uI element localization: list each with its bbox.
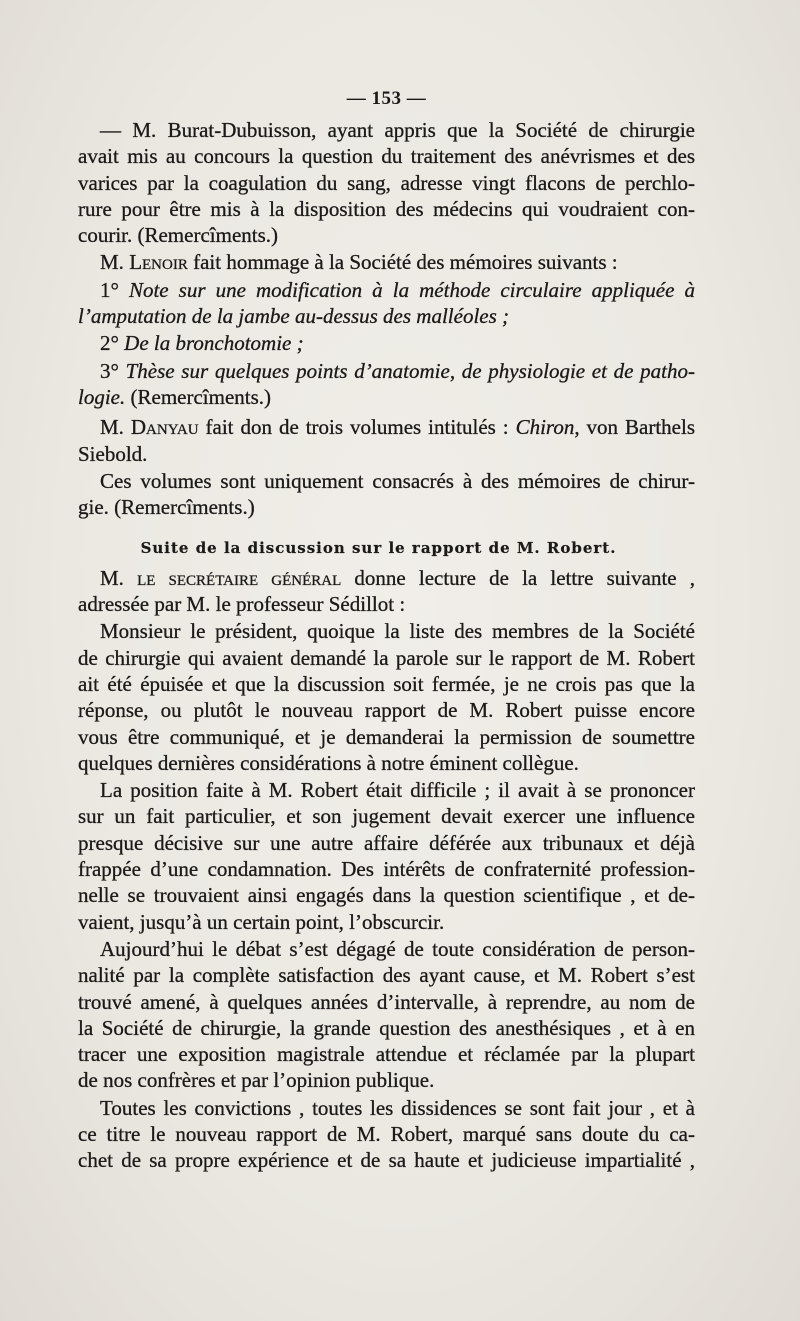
paragraph (78, 565, 695, 618)
italic-text: Chiron (515, 415, 575, 440)
text-run: trouvé amené, à quelques années d’intervalle, à reprendre, au nom de (78, 989, 695, 1014)
text-run: la Société de chirurgie, la grande question des anesthésiques , et à en (78, 1015, 695, 1040)
italic-text: Note sur une modification à la méthode circulaire appliquée à (128, 277, 695, 302)
text-run: de chirurgie qui avaient demandé la parole sur le rapport de M. Robert (78, 645, 695, 670)
text-line (78, 277, 695, 303)
text-run: M. (100, 415, 131, 440)
text-line (78, 1121, 695, 1147)
text-line (78, 441, 695, 467)
text-line (78, 882, 695, 908)
paragraph (78, 330, 695, 356)
text-run: ait été épuisée et que la discussion soit fermée, je ne crois pas que la (78, 671, 695, 696)
text-run: ce titre le nouveau rapport de M. Robert, marqué sans doute du ca- (78, 1121, 695, 1146)
text-run: , von Barthels (574, 415, 695, 440)
italic-text: De la bronchotomie ; (124, 331, 304, 356)
text-line (78, 494, 695, 520)
page-number: — 153 — (346, 88, 427, 109)
text-run: Ces volumes sont uniquement consacrés à des mémoires de chirur- (100, 468, 695, 493)
text-run: rure pour être mis à la disposition des médecins qui voudraient con- (78, 196, 695, 221)
text-run: Monsieur le président, quoique la liste des membres de la Société (100, 619, 695, 644)
text-run: frappée d’une condamnation. Des intérêts de confraternité profession- (78, 857, 695, 882)
text-run: gie. (Remercîments.) (78, 495, 255, 520)
italic-text: Thèse sur quelques points d’anatomie, de physiologie et de patho- (125, 358, 695, 383)
text-line (78, 591, 695, 617)
section-heading (78, 535, 695, 561)
text-line (78, 330, 695, 356)
text-line (78, 936, 695, 962)
text-run: nelle se trouvaient ainsi engagés dans la question scientifique , et de- (78, 883, 695, 908)
heading-line (78, 535, 695, 561)
text-line (78, 249, 695, 275)
text-line (78, 618, 695, 644)
text-run: presque décisive sur une autre affaire déférée aux tribunaux et déjà (78, 830, 695, 855)
italic-text: l’amputation de la jambe au-dessus des malléoles ; (78, 304, 510, 329)
text-run: adressée par M. le professeur Sédillot : (78, 592, 406, 617)
text-run: (Remercîments.) (125, 384, 272, 409)
paragraph (78, 777, 695, 935)
text-run: vous être communiqué, et je demanderai la permission de soumettre (78, 724, 695, 749)
text-run: M. (100, 250, 130, 275)
text-line (78, 750, 695, 776)
text-run: Toutes les convictions , toutes les dissidences se sont fait jour , et à (100, 1095, 695, 1120)
italic-text: logie. (78, 384, 126, 409)
text-run: de nos confrères et par l’opinion publique. (78, 1068, 435, 1093)
text-line (78, 830, 695, 856)
text-run: fait don de trois volumes intitulés : (198, 415, 516, 440)
paragraph (78, 277, 695, 330)
text-line (78, 1095, 695, 1121)
text-run: nalité par la complète satisfaction des ayant cause, et M. Robert s’est (78, 963, 695, 988)
text-line (78, 697, 695, 723)
text-line (78, 565, 695, 591)
text-run: La position faite à M. Robert était difficile ; il avait à se prononcer (100, 778, 695, 803)
text-body (78, 117, 695, 1174)
paragraph (78, 468, 695, 521)
text-run: quelques dernières considérations à notre éminent collègue. (78, 750, 579, 775)
text-run: tracer une exposition magistrale attendue et réclamée par la plupart (78, 1042, 695, 1067)
paragraph (78, 936, 695, 1094)
text-run: réponse, ou plutôt le nouveau rapport de M. Robert puisse encore (78, 698, 695, 723)
small-caps-name: Lenoir (129, 250, 188, 275)
text-line (78, 777, 695, 803)
text-line (78, 358, 695, 384)
text-line (78, 1015, 695, 1041)
text-line (78, 414, 695, 440)
text-line (78, 143, 695, 169)
paragraph (78, 414, 695, 467)
text-line (78, 909, 695, 935)
text-line (78, 1147, 695, 1173)
text-run: varices par la coagulation du sang, adresse vingt flacons de perchlo- (78, 170, 695, 195)
text-run: 1° (100, 277, 129, 302)
text-run: avait mis au concours la question du traitement des anévrismes et des (78, 144, 695, 169)
text-run: Aujourd’hui le débat s’est dégagé de toute considération de person- (100, 936, 695, 961)
text-run: 2° (100, 331, 125, 356)
text-run: 3° (100, 358, 126, 383)
text-line (78, 170, 695, 196)
text-line (78, 803, 695, 829)
text-line (78, 303, 695, 329)
small-caps-name: Danyau (130, 415, 199, 440)
text-line (78, 962, 695, 988)
text-line (78, 856, 695, 882)
text-line (78, 468, 695, 494)
text-line (78, 1067, 695, 1093)
text-run: vaient, jusqu’à un certain point, l’obscurcir. (78, 909, 445, 934)
text-run: M. (100, 565, 138, 590)
text-line (78, 989, 695, 1015)
text-line (78, 671, 695, 697)
text-line (78, 645, 695, 671)
text-line (78, 222, 695, 248)
text-run: chet de sa propre expérience et de sa haute et judicieuse impartialité , (78, 1148, 695, 1173)
text-line (78, 117, 695, 143)
text-run: Suite de la discussion sur le rapport de M. Robert. (140, 539, 617, 558)
paragraph (78, 249, 695, 275)
text-line (78, 724, 695, 750)
small-caps-name: le secrétaire général (137, 565, 342, 590)
paragraph (78, 117, 695, 248)
text-line (78, 196, 695, 222)
paragraph (78, 1095, 695, 1174)
text-line (78, 1041, 695, 1067)
text-run: donne lecture de la lettre suivante , (341, 565, 695, 590)
text-run: Siebold. (78, 441, 148, 466)
text-run: — M. Burat-Dubuisson, ayant appris que la Société de chirurgie (100, 118, 695, 142)
paragraph (78, 358, 695, 411)
text-run: courir. (Remercîments.) (78, 223, 279, 248)
paragraph (78, 618, 695, 776)
text-line (78, 384, 695, 410)
text-run: sur un fait particulier, et son jugement devait exercer une influence (78, 804, 695, 829)
text-run: fait hommage à la Société des mémoires suivants : (187, 250, 618, 275)
